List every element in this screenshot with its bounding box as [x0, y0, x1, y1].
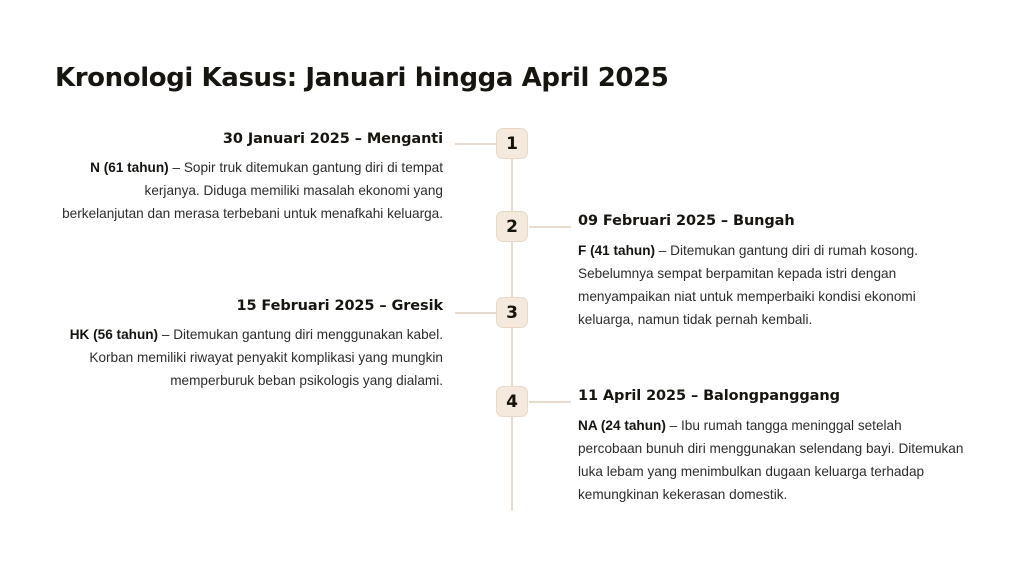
entry-subject: F (41 tahun)	[578, 243, 656, 258]
entry-body	[60, 156, 443, 225]
timeline-entry-1	[60, 131, 443, 225]
connector-1	[455, 143, 497, 145]
connector-3	[455, 312, 497, 314]
timeline-marker-4: 4	[496, 386, 528, 417]
timeline-marker-2: 2	[496, 211, 528, 242]
entry-body	[58, 323, 443, 392]
timeline-entry-3	[58, 298, 443, 392]
entry-body	[578, 239, 968, 331]
entry-separator: –	[665, 418, 681, 433]
entry-separator: –	[168, 160, 184, 175]
entry-heading: 15 Februari 2025 – Gresik	[236, 298, 443, 314]
timeline-entry-2	[578, 213, 968, 331]
entry-separator: –	[655, 243, 671, 258]
timeline-marker-3: 3	[496, 297, 528, 328]
entry-heading: 30 Januari 2025 – Menganti	[222, 131, 443, 147]
timeline-marker-1: 1	[496, 128, 528, 159]
entry-heading: 11 April 2025 – Balongpanggang	[578, 388, 840, 404]
timeline-entry-4	[578, 388, 968, 506]
entry-heading: 09 Februari 2025 – Bungah	[578, 213, 795, 229]
entry-subject: NA (24 tahun)	[578, 418, 666, 433]
entry-description: Sopir truk ditemukan gantung diri di tempat kerjanya. Diduga memiliki masalah ekonomi yang berkelanjutan dan merasa terbebani untuk menafkahi keluarga.	[62, 160, 443, 221]
connector-2	[529, 226, 571, 228]
entry-separator: –	[158, 327, 174, 342]
entry-body	[578, 414, 968, 506]
entry-description: Ditemukan gantung diri menggunakan kabel. Korban memiliki riwayat penyakit komplikasi yang mungkin memperburuk beban psikologis yang dialami.	[89, 327, 443, 388]
connector-4	[529, 401, 571, 403]
page-title: Kronologi Kasus: Januari hingga April 2025	[55, 63, 669, 93]
entry-subject: HK (56 tahun)	[69, 327, 159, 342]
entry-description: Ibu rumah tangga meninggal setelah percobaan bunuh diri menggunakan selendang bayi. Ditemukan luka lebam yang menimbulkan dugaan keluarga terhadap kemungkinan kekerasan domestik.	[578, 418, 964, 502]
entry-description: Ditemukan gantung diri di rumah kosong. Sebelumnya sempat berpamitan kepada istri dengan menyampaikan niat untuk memperbaiki kondisi ekonomi keluarga, namun tidak pernah kembali.	[578, 243, 919, 327]
entry-subject: N (61 tahun)	[90, 160, 169, 175]
